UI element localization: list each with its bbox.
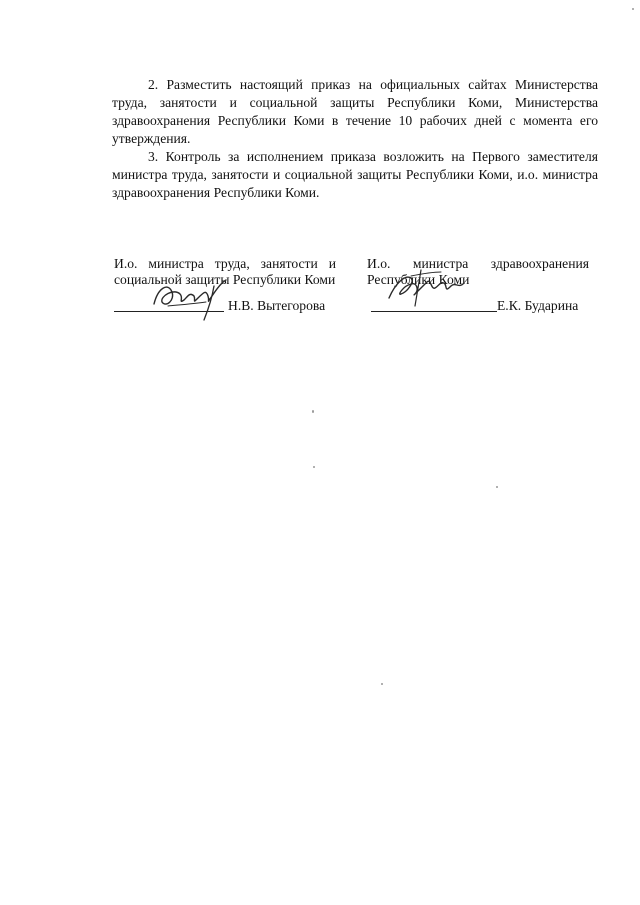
paragraph-2: 2. Разместить настоящий приказ на официальных сайтах Министерства труда, занятости и социальной защиты Республики Коми, Министерства здравоохранения Республики Коми в течение 10 рабочих дней с момента его утверждения. bbox=[112, 77, 598, 146]
scan-speck bbox=[632, 8, 634, 10]
order-body bbox=[112, 76, 598, 202]
scan-speck bbox=[312, 410, 314, 413]
signature-underline bbox=[114, 311, 224, 312]
signatory-name: Н.В. Вытегорова bbox=[228, 298, 326, 313]
signatory-title: И.о. министра труда, занятости и социальной защиты Республики Коми bbox=[114, 256, 336, 287]
scan-speck bbox=[496, 486, 498, 488]
scan-speck bbox=[313, 466, 315, 468]
signatory-health-minister bbox=[367, 256, 589, 314]
scan-speck bbox=[381, 683, 383, 685]
signatory-title: И.о. министра здравоохранения Республики Коми bbox=[367, 256, 589, 287]
signature-line bbox=[367, 294, 589, 314]
signatory-name: Е.К. Бударина bbox=[497, 298, 579, 313]
signature-underline bbox=[371, 311, 497, 312]
paragraph-3: 3. Контроль за исполнением приказа возложить на Первого заместителя министра труда, занятости и социальной защиты Республики Коми, и.о. министра здравоохранения Республики Коми. bbox=[112, 149, 598, 200]
signatory-labor-minister bbox=[114, 256, 336, 314]
signature-line bbox=[114, 294, 336, 314]
